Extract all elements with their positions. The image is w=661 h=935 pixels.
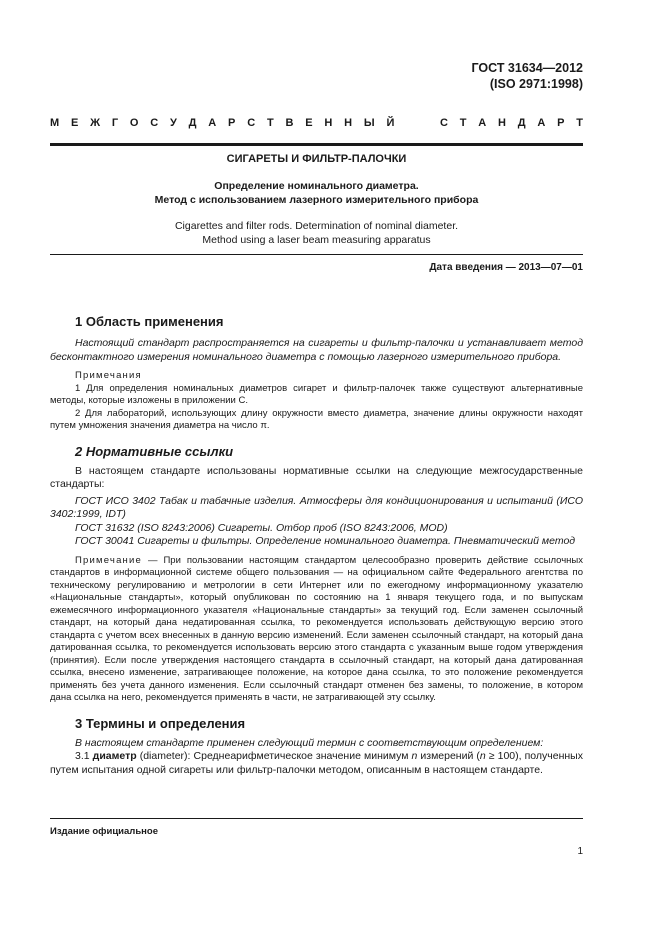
document-body xyxy=(50,313,583,777)
term-n-1: n xyxy=(411,750,418,762)
banner-letter-word1-8: А xyxy=(208,117,217,129)
banner-letter-word1-7: Д xyxy=(188,117,197,129)
page-number: 1 xyxy=(577,846,583,857)
section-3-paragraph: В настоящем стандарте применен следующий термин с соответствующим определением: xyxy=(75,736,544,749)
banner-letter-word2-2: А xyxy=(478,117,487,129)
section-1-note-2: 2 Для лабораторий, использующих длину окружности вместо диаметра, значение длины окружности находят путем умножения значения диаметра на число π. xyxy=(50,407,583,431)
document-title: СИГАРЕТЫ И ФИЛЬТР-ПАЛОЧКИ xyxy=(226,153,407,165)
section-1-heading: 1 Область применения xyxy=(75,314,224,329)
header-rule xyxy=(50,143,583,146)
section-1-note-1: 1 Для определения номинальных диаметров сигарет и фильтр-палочек также существуют альтернативные методы, которые изложены в приложении С. xyxy=(50,382,583,406)
section-1-notes-label: Примечания xyxy=(75,370,142,381)
section-3-heading: 3 Термины и определения xyxy=(75,715,246,731)
banner-letter-word1-9: Р xyxy=(228,117,236,129)
banner-gap xyxy=(406,117,428,129)
standard-code-gost: ГОСТ 31634—2012 xyxy=(471,61,583,75)
subtitle-ru-line1: Определение номинального диаметра. xyxy=(214,180,419,192)
section-2-note xyxy=(50,555,583,705)
banner-letter-word2-0: С xyxy=(439,117,448,129)
banner-letter-word2-7: Т xyxy=(576,117,583,129)
banner-letter-word1-0: М xyxy=(50,117,60,129)
subtitle-ru xyxy=(50,179,583,207)
intro-date: Дата введения — 2013—07—01 xyxy=(429,262,583,273)
banner-letter-word1-10: С xyxy=(247,117,256,129)
banner-letter-word2-1: Т xyxy=(459,117,467,129)
banner-letter-word1-4: О xyxy=(129,117,139,129)
subtitle-rule xyxy=(50,254,583,255)
term-en: (diameter): Среднеарифметическое значение минимум xyxy=(136,750,412,762)
term-word: диаметр xyxy=(92,750,137,762)
section-1-paragraph: Настоящий стандарт распространяется на сигареты и фильтр-палочки и устанавливает метод бесконтактного измерения номинального диаметра с помощью лазерного измерительного прибора. xyxy=(50,337,583,363)
section-3-term-definition xyxy=(50,750,583,777)
term-mid: измерений ( xyxy=(417,750,480,762)
banner-letter-word1-11: Т xyxy=(266,117,274,129)
banner-letter-word1-3: Г xyxy=(111,117,119,129)
standard-code xyxy=(471,60,583,92)
banner-letter-word1-6: У xyxy=(170,117,177,129)
section-2-ref-1: ГОСТ ИСО 3402 Табак и табачные изделия. Атмосферы для кондиционирования и испытаний (ИСО 3402:1999, IDT) xyxy=(50,494,583,520)
section-2-ref-2: ГОСТ 31632 (ISO 8243:2006) Сигареты. Отбор проб (ISO 8243:2006, MOD) xyxy=(75,521,448,534)
banner-letter-word1-13: Е xyxy=(305,117,313,129)
banner-letter-word1-5: С xyxy=(150,117,159,129)
section-2-ref-3: ГОСТ 30041 Сигареты и фильтры. Определение номинального диаметра. Пневматический метод xyxy=(75,535,576,547)
banner-letter-word2-3: Н xyxy=(497,117,506,129)
banner-letter-word2-6: Р xyxy=(557,117,565,129)
section-2-heading: 2 Нормативные ссылки xyxy=(75,443,234,459)
footer-rule xyxy=(50,818,583,819)
banner-letter-word1-12: В xyxy=(285,117,294,129)
section-2-note-text: — При пользовании настоящим стандартом целесообразно проверить действие ссылочных стандартов в информационной системе общего пользования — на официальном сайте Федерального агентства по техническому регулированию и метрологии в сети Интернет или по ежегодному информационному указателю «Национальные стандарты», который опубликован по состоянию на 1 января текущего года, и по выпускам ежемесячного информационного указателя «Национальные стандарты» за текущий год. Если заменен ссылочный стандарт, на который дана недатированная ссылка, то рекомендуется использовать действующую версию этого стандарта с учетом всех внесенных в данную версию изменений. Если заменен ссылочный стандарт, на который дана датированная ссылка, то рекомендуется использовать версию этого стандарта с указанным выше годом утверждения (принятия). Если после утверждения настоящего стандарта в ссылочный стандарт, на который дана датированная ссылка, внесено изменение, затрагивающее положение, на которое дана ссылка, то это положение рекомендуется применять без учета данного изменения. Если ссылочный стандарт отменен без замены, то положение, в котором дана ссылка на него, рекомендуется применять в части, не затрагивающей эту ссылку. xyxy=(50,554,583,703)
subtitle-en-line2: Method using a laser beam measuring apparatus xyxy=(202,234,431,246)
banner-letter-word1-15: Н xyxy=(344,117,353,129)
banner-letter-word1-14: Н xyxy=(324,117,333,129)
standard-code-iso: (ISO 2971:1998) xyxy=(489,77,583,91)
banner-letter-word2-5: А xyxy=(537,117,546,129)
official-edition-label: Издание официальное xyxy=(50,826,158,837)
term-n-2: n xyxy=(479,750,486,762)
subtitle-ru-line2: Метод с использованием лазерного измерительного прибора xyxy=(154,194,479,206)
subtitle-en xyxy=(50,219,583,247)
banner-letter-word2-4: Д xyxy=(517,117,526,129)
interstate-standard-banner xyxy=(50,117,583,129)
term-number: 3.1 xyxy=(75,750,93,762)
term-def-rest: ≥ 100), полученных путем испытания одной сигареты или фильтр-палочки методом, описанным в настоящем стандарте. xyxy=(50,750,583,776)
banner-letter-word1-16: Ы xyxy=(363,117,375,129)
section-2-note-label: Примечание xyxy=(75,554,142,566)
banner-letter-word1-2: Ж xyxy=(90,117,101,129)
section-2-paragraph: В настоящем стандарте использованы нормативные ссылки на следующие межгосударственные стандарты: xyxy=(50,464,583,490)
banner-letter-word1-17: Й xyxy=(386,117,395,129)
banner-letter-word1-1: Е xyxy=(70,117,79,129)
subtitle-en-line1: Cigarettes and filter rods. Determination of nominal diameter. xyxy=(174,220,459,232)
